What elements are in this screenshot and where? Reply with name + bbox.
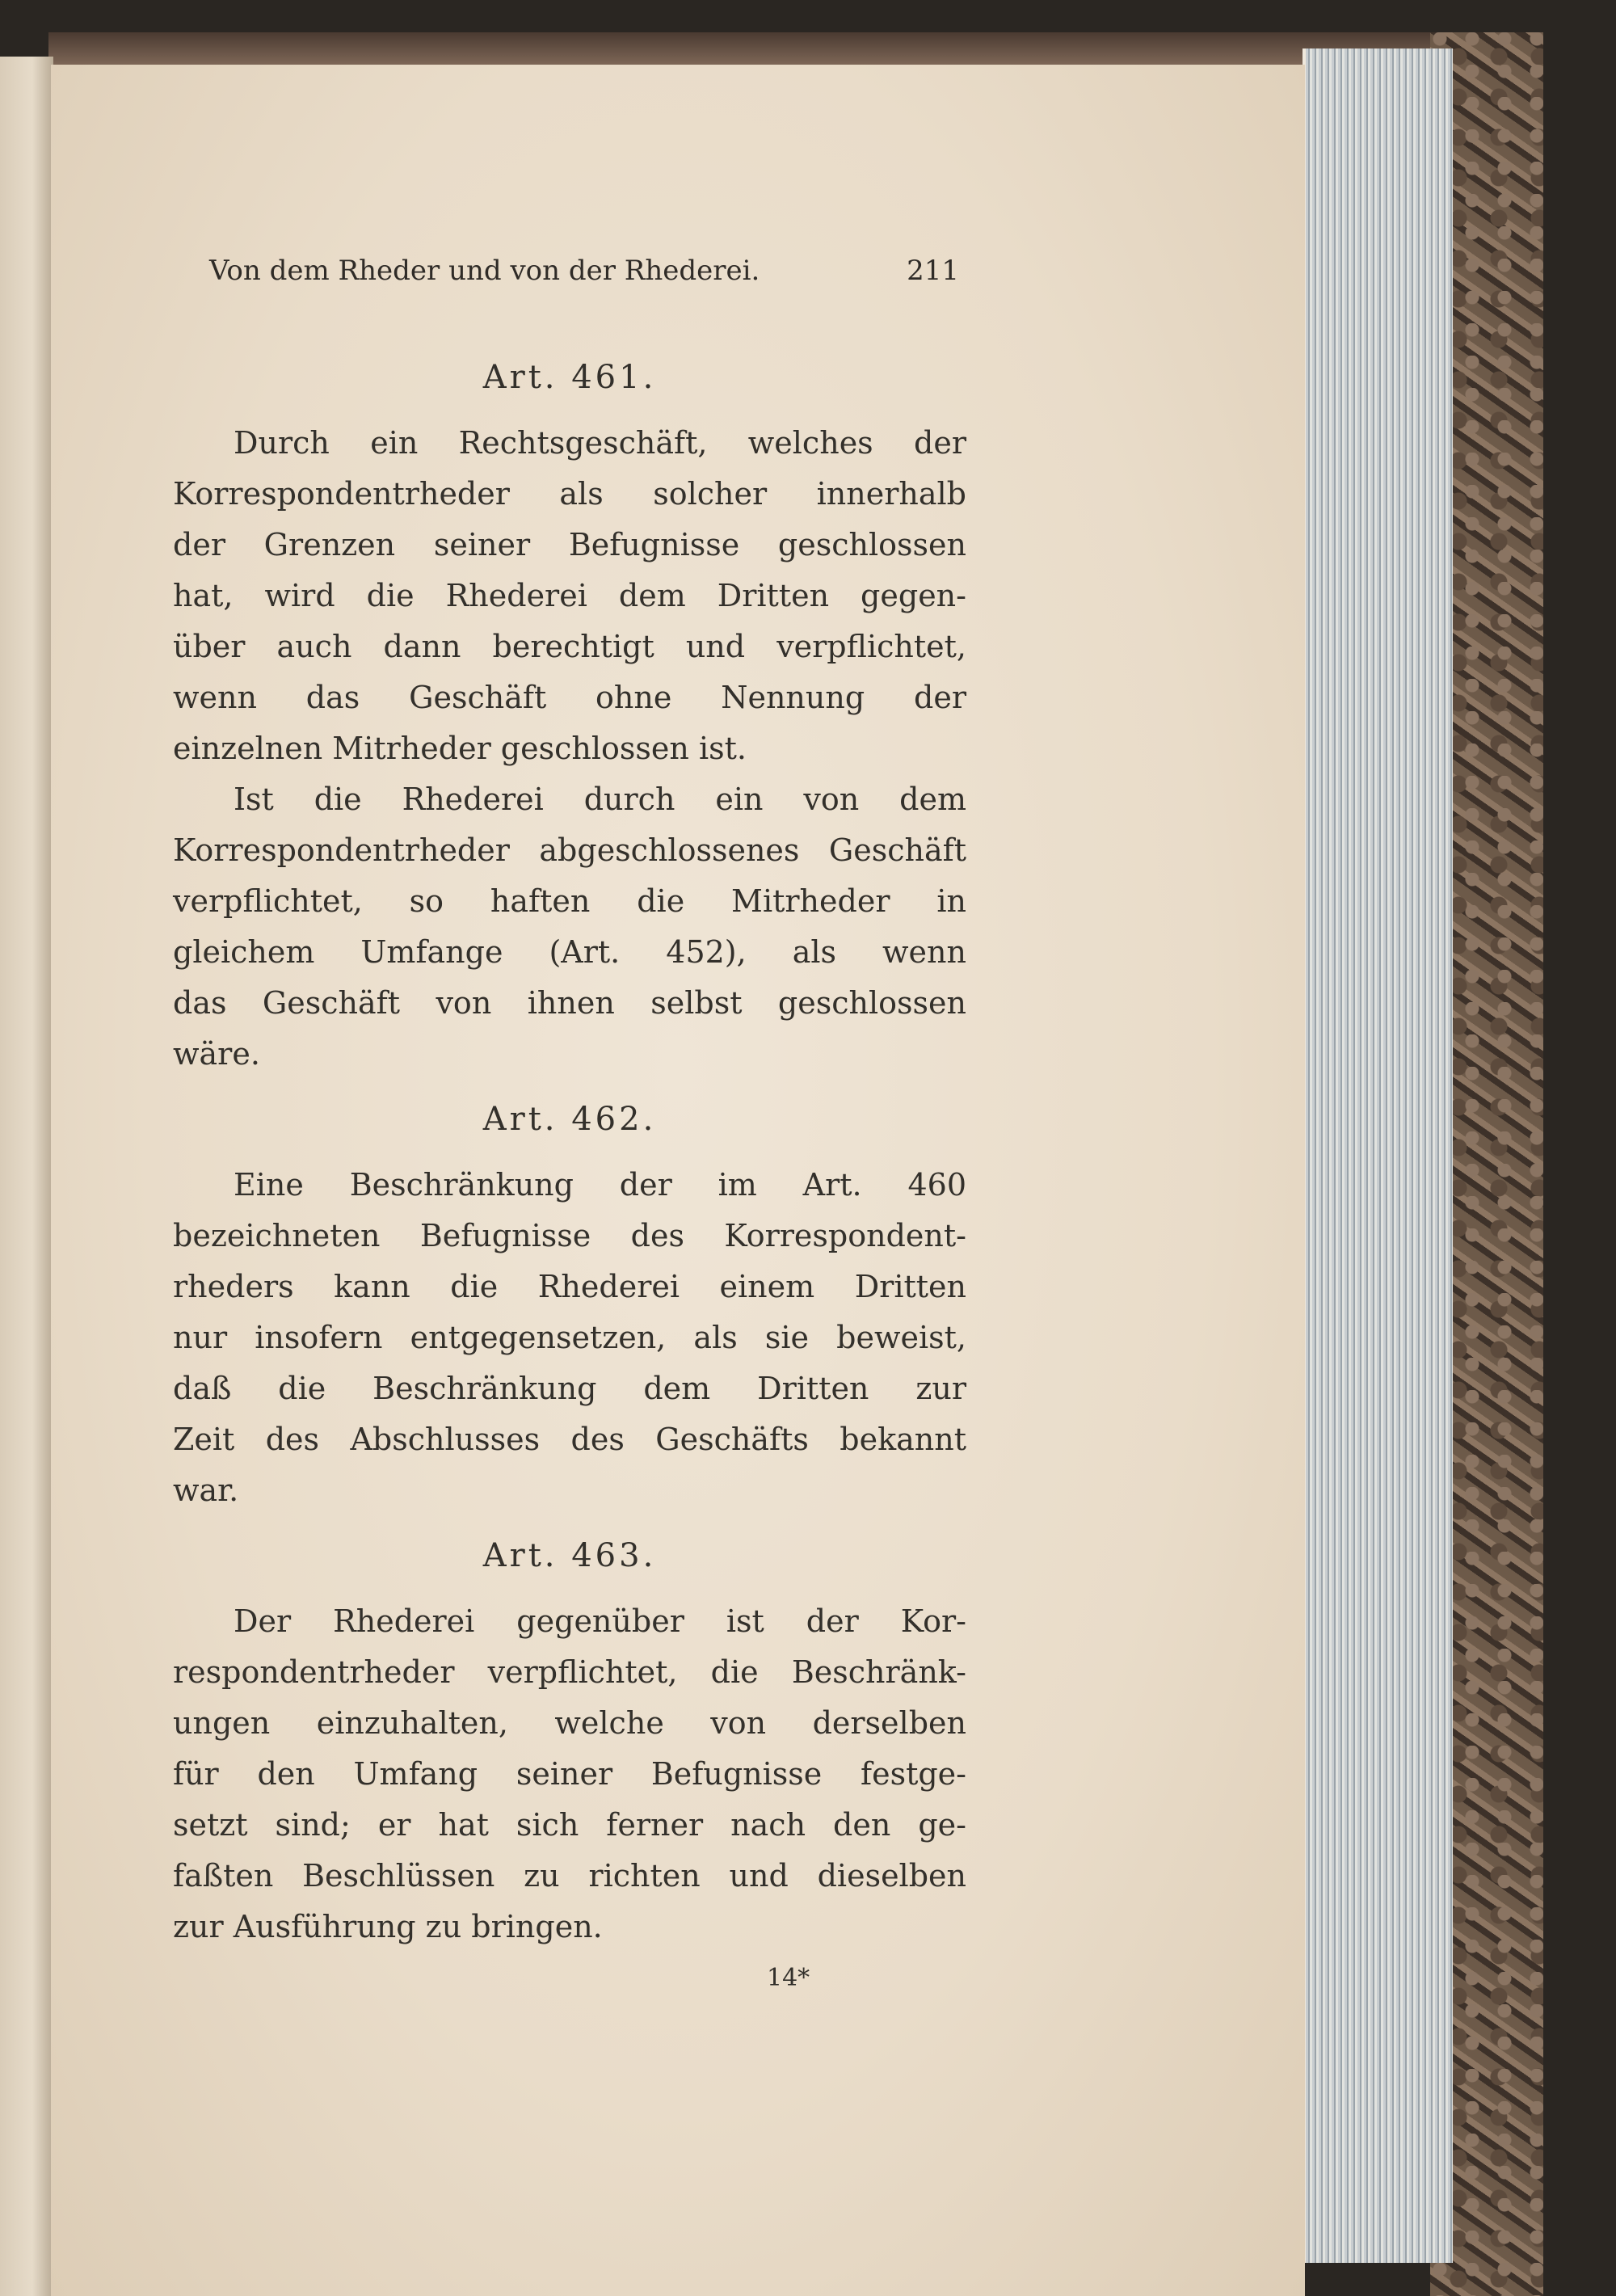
paragraph	[173, 1596, 966, 1953]
page-body	[173, 338, 966, 2003]
article-heading: Art. 462.	[482, 1101, 657, 1138]
book-binding-top	[48, 32, 1462, 65]
signature-mark: 14*	[767, 1964, 810, 1992]
left-page-edge	[0, 57, 53, 2296]
text-line: setzt sind; er hat sich ferner nach den ge-	[173, 1807, 966, 1843]
running-head	[209, 246, 959, 295]
paragraph	[173, 1160, 966, 1516]
text-line: daß die Beschränkung dem Dritten zur	[173, 1371, 966, 1406]
text-line: nur insofern entgegensetzen, als sie beweist,	[173, 1320, 966, 1355]
text-line: der Grenzen seiner Befugnisse geschlossen	[173, 527, 966, 562]
text-line: das Geschäft von ihnen selbst geschlossen	[173, 985, 966, 1021]
page-edges	[1302, 48, 1453, 2263]
text-line: Korrespondentrheder als solcher innerhalb	[173, 476, 966, 512]
text-line: Der Rhederei gegenüber ist der Kor-	[234, 1603, 966, 1639]
text-line: Korrespondentrheder abgeschlossenes Geschäft	[173, 832, 966, 868]
text-line: Eine Beschränkung der im Art. 460	[234, 1167, 966, 1203]
paragraph	[173, 774, 966, 1080]
text-line: verpflichtet, so haften die Mitrheder in	[173, 883, 966, 919]
text-line: wenn das Geschäft ohne Nennung der	[173, 680, 966, 715]
text-line: einzelnen Mitrheder geschlossen ist.	[173, 731, 747, 766]
text-line: hat, wird die Rhederei dem Dritten gegen-	[173, 578, 966, 613]
text-line: über auch dann berechtigt und verpflichtet,	[173, 629, 966, 664]
text-line: rheders kann die Rhederei einem Dritten	[173, 1269, 966, 1304]
text-line: gleichem Umfange (Art. 452), als wenn	[173, 934, 966, 970]
text-line: Durch ein Rechtsgeschäft, welches der	[234, 425, 966, 461]
text-line: faßten Beschlüssen zu richten und dieselben	[173, 1858, 966, 1894]
text-line: für den Umfang seiner Befugnisse festge-	[173, 1756, 966, 1792]
article-heading: Art. 461.	[482, 359, 657, 396]
text-line: war.	[173, 1472, 239, 1508]
text-line: ungen einzuhalten, welche von derselben	[173, 1705, 966, 1741]
text-line: Zeit des Abschlusses des Geschäfts bekannt	[173, 1422, 966, 1457]
text-line: Ist die Rhederei durch ein von dem	[234, 781, 966, 817]
article-heading: Art. 463.	[482, 1537, 657, 1574]
paragraph	[173, 418, 966, 774]
text-line: bezeichneten Befugnisse des Korrespondent-	[173, 1218, 966, 1253]
running-head-title: Von dem Rheder und von der Rhederei.	[209, 255, 760, 287]
text-line: respondentrheder verpflichtet, die Beschränk-	[173, 1654, 966, 1690]
text-line: zur Ausführung zu bringen.	[173, 1909, 603, 1944]
text-line: wäre.	[173, 1036, 260, 1072]
page-number: 211	[907, 255, 959, 287]
